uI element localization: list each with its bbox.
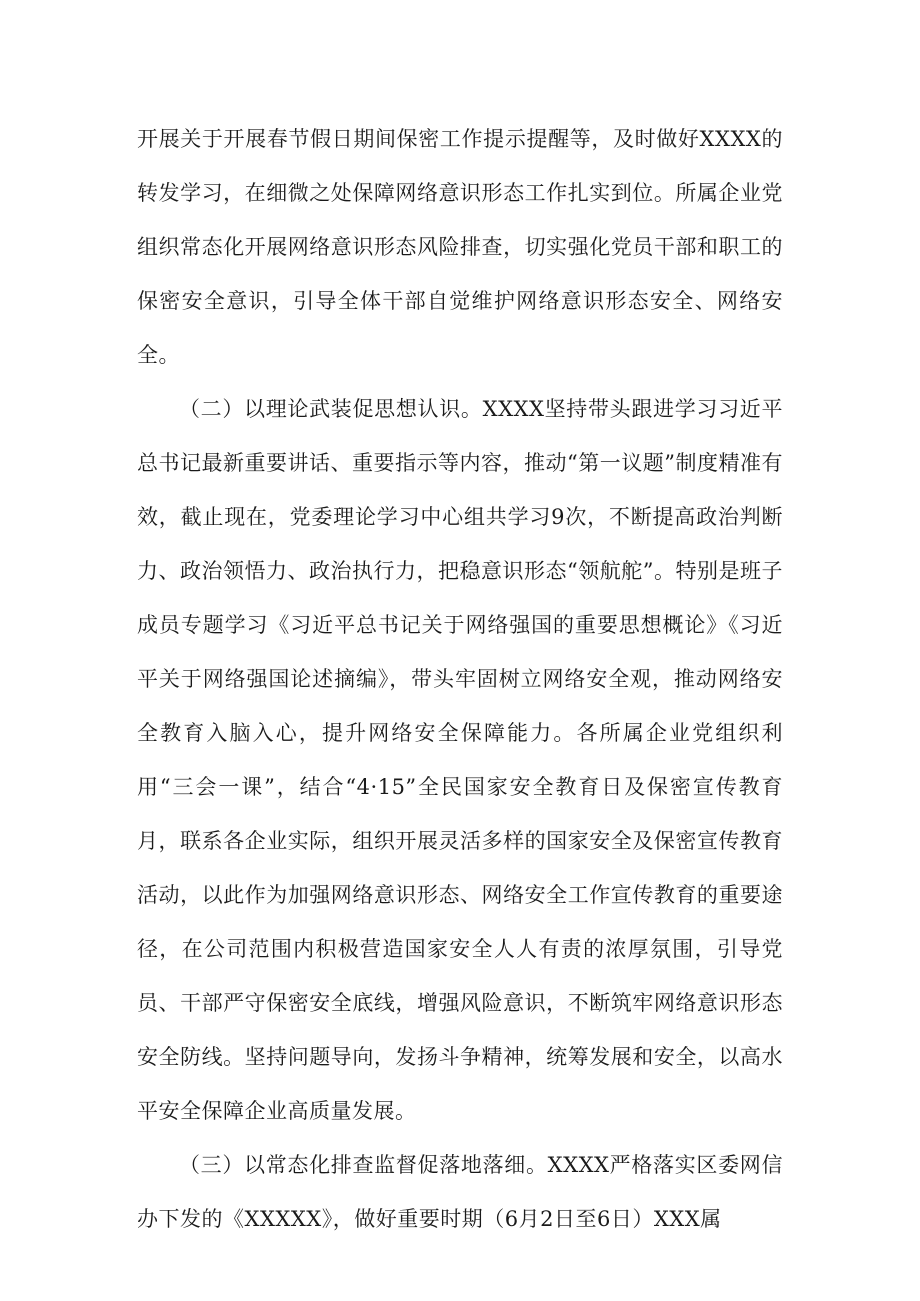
document-body (137, 112, 783, 1246)
paragraph-continuation: 开展关于开展春节假日期间保密工作提示提醒等，及时做好XXXX的转发学习，在细微之处保障网络意识形态工作扎实到位。所属企业党组织常态化开展网络意识形态风险排查，切实强化党员干部和职工的保密安全意识，引导全体干部自觉维护网络意识形态安全、网络安全。 (137, 127, 783, 367)
paragraph-section-three: （三）以常态化排查监督促落地落细。XXXX严格落实区委网信办下发的《XXXXX》，做好重要时期（6月2日至6日）XXX属 (137, 1153, 783, 1231)
paragraph-section-two: （二）以理论武装促思想认识。XXXX坚持带头跟进学习习近平总书记最新重要讲话、重要指示等内容，推动“第一议题”制度精准有效，截止现在，党委理论学习中心组共学习9次，不断提高政治判断力、政治领悟力、政治执行力，把稳意识形态“领航舵”。特别是班子成员专题学习《习近平总书记关于网络强国的重要思想概论》《习近平关于网络强国论述摘编》，带头牢固树立网络安全观，推动网络安全教育入脑入心，提升网络安全保障能力。各所属企业党组织利用“三会一课”，结合“4·15”全民国家安全教育日及保密宣传教育月，联系各企业实际，组织开展灵活多样的国家安全及保密宣传教育活动，以此作为加强网络意识形态、网络安全工作宣传教育的重要途径，在公司范围内积极营造国家安全人人有责的浓厚氛围，引导党员、干部严守保密安全底线，增强风险意识，不断筑牢网络意识形态安全防线。坚持问题导向，发扬斗争精神，统筹发展和安全，以高水平安全保障企业高质量发展。 (137, 397, 783, 1123)
